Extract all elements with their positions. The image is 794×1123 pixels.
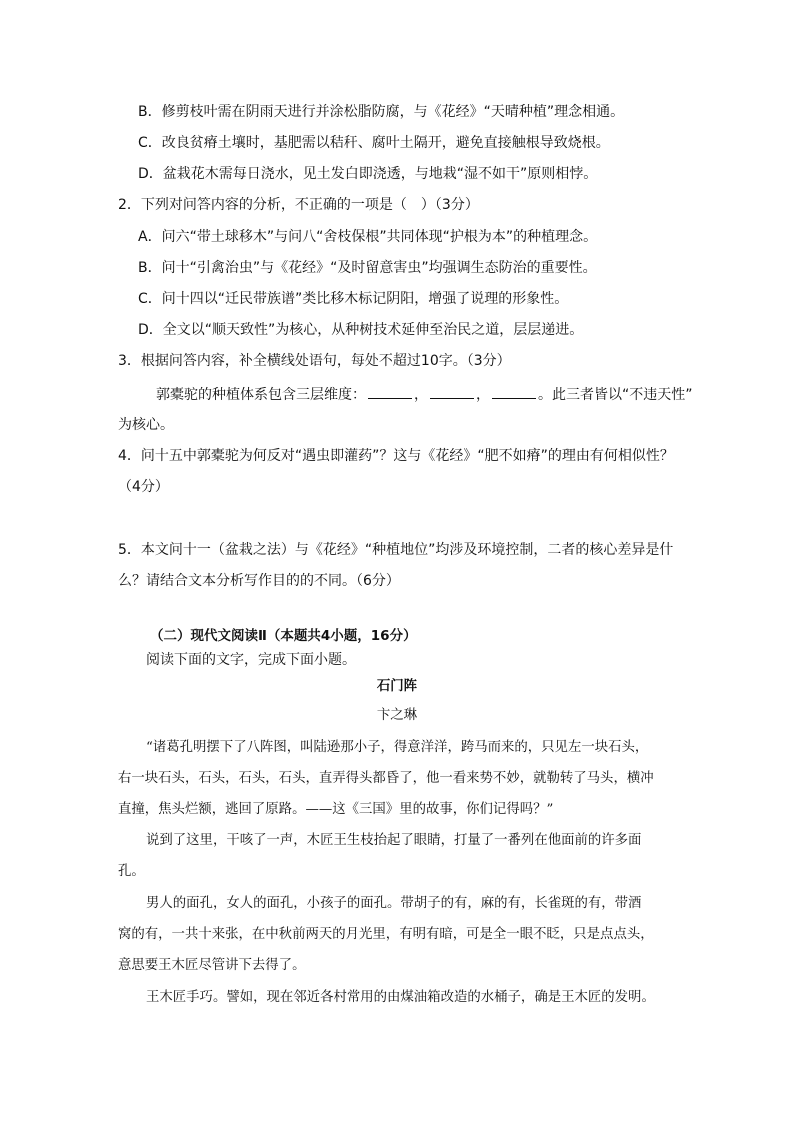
passage-p1-line-2: 右一块石头，石头，石头，石头，直弄得头都昏了，他一看来势不妙，就勒转了马头，横冲 [118, 771, 654, 786]
q2-option-a: A．问六“带土球移木”与问八“舍枝保根”共同体现“护根为本”的种植理念。 [138, 229, 598, 245]
q3-stem: 3．根据问答内容，补全横线处语句，每处不超过10字。（3分） [118, 353, 511, 369]
q1-option-c: C．改良贫瘠土壤时，基肥需以秸秆、腐叶土隔开，避免直接触根导致烧根。 [138, 135, 610, 151]
q2-option-c: C．问十四以“迁民带族谱”类比移木标记阴阳，增强了说理的形象性。 [138, 291, 569, 307]
passage-p3-line-2: 窝的有，一共十来张，在中秋前两天的月光里，有明有暗，可是全一眼不眨，只是点点头， [118, 927, 654, 942]
q4-line-1: 4．问十五中郭橐驼为何反对“遇虫即灌药”？这与《花经》“肥不如瘠”的理由有何相似性？ [118, 448, 674, 464]
passage-author: 卞之琳 [376, 708, 418, 723]
passage-p1-line-3: 直撞，焦头烂额，逃回了原路。——这《三国》里的故事，你们记得吗？” [118, 802, 554, 817]
section-instruction: 阅读下面的文字，完成下面小题。 [146, 652, 356, 668]
passage-p1-line-1: “诸葛孔明摆下了八阵图，叫陆逊那小子，得意洋洋，跨马而来的，只见左一块石头， [146, 740, 649, 755]
answer-blank-3[interactable] [492, 384, 536, 399]
q3-sep-1: ， [414, 387, 428, 403]
q1-option-b: B．修剪枝叶需在阴雨天进行并涂松脂防腐，与《花经》“天晴种植”理念相通。 [138, 104, 625, 120]
passage-p2-line-1: 说到了这里，干咳了一声，木匠王生枝抬起了眼睛，打量了一番列在他面前的许多面 [146, 833, 642, 848]
q5-line-1: 5．本文问十一（盆栽之法）与《花经》“种植地位”均涉及环境控制，二者的核心差异是什 [118, 542, 674, 558]
q2-option-b: B．问十“引禽治虫”与《花经》“及时留意害虫”均强调生态防治的重要性。 [138, 260, 597, 276]
passage-p3-line-1: 男人的面孔，女人的面孔，小孩子的面孔。带胡子的有，麻的有，长雀斑的有，带酒 [146, 896, 642, 911]
q3-line-suffix: 。此三者皆以“不违天性” [538, 387, 693, 403]
answer-blank-1[interactable] [368, 384, 412, 399]
passage-p3-line-3: 意思要王木匠尽管讲下去得了。 [118, 958, 306, 973]
q3-sep-2: ， [476, 387, 490, 403]
q3-fill-line [156, 384, 693, 405]
q4-line-2: （4分） [118, 479, 169, 495]
q3-line-2: 为核心。 [118, 417, 174, 433]
passage-p2-line-2: 孔。 [118, 864, 145, 879]
q5-line-2: 么？请结合文本分析写作目的的不同。（6分） [118, 573, 400, 589]
q2-stem: 2．下列对问答内容的分析，不正确的一项是（ ）（3分） [118, 197, 479, 213]
answer-blank-2[interactable] [430, 384, 474, 399]
passage-title: 石门阵 [376, 678, 418, 694]
q2-option-d: D．全文以“顺天致性”为核心，从种树技术延伸至治民之道，层层递进。 [138, 322, 584, 338]
q3-line-prefix: 郭橐驼的种植体系包含三层维度： [156, 387, 366, 403]
passage-p4-line-1: 王木匠手巧。譬如，现在邻近各村常用的由煤油箱改造的水桶子，确是王木匠的发明。 [146, 990, 655, 1005]
section-heading: （二）现代文阅读Ⅱ（本题共4小题，16分） [150, 628, 417, 644]
q1-option-d: D．盆栽花木需每日浇水，见土发白即浇透，与地栽“湿不如干”原则相悖。 [138, 166, 598, 182]
